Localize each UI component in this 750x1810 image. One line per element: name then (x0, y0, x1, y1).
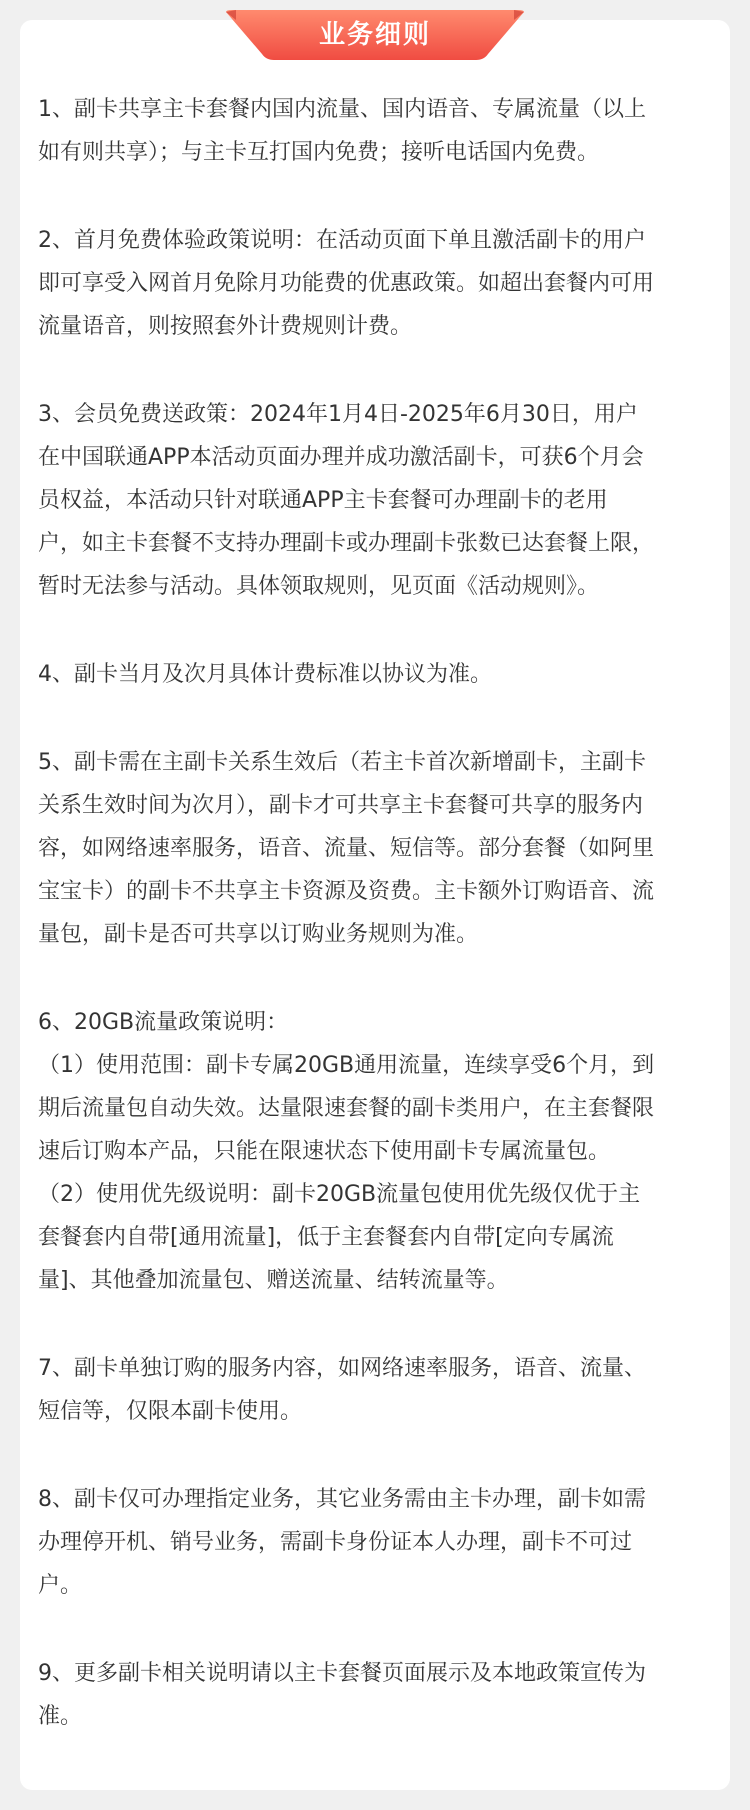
rule-text-line: 8、副卡仅可办理指定业务，其它业务需由主卡办理，副卡如需 (38, 1487, 646, 1512)
rule-item-4 (38, 653, 714, 696)
rule-text-line: 6、20GB流量政策说明： (38, 1010, 289, 1035)
rule-text-line: 关系生效时间为次月），副卡才可共享主卡套餐可共享的服务内 (38, 793, 644, 818)
section-title: 业务细则 (318, 20, 431, 50)
rules-list (38, 88, 714, 1783)
rule-text-line: 1、副卡共享主卡套餐内国内流量、国内语音、专属流量（以上 (38, 97, 646, 122)
rule-text-line: 即可享受入网首月免除月功能费的优惠政策。如超出套餐内可用 (38, 271, 655, 296)
rule-item-7 (38, 1347, 714, 1433)
rule-text-line: 量包，副卡是否可共享以订购业务规则为准。 (38, 922, 479, 947)
rule-text-line: 户，如主卡套餐不支持办理副卡或办理副卡张数已达套餐上限， (38, 531, 655, 556)
rule-text-line: 期后流量包自动失效。达量限速套餐的副卡类用户，在主套餐限 (38, 1096, 655, 1121)
rule-text-line: 宝宝卡）的副卡不共享主卡资源及资费。主卡额外订购语音、流 (38, 879, 655, 904)
rule-item-9 (38, 1652, 714, 1738)
rule-text-line: （1）使用范围：副卡专属20GB通用流量，连续享受6个月，到 (38, 1053, 655, 1078)
rule-text-line: 量]、其他叠加流量包、赠送流量、结转流量等。 (38, 1268, 509, 1293)
rule-item-2 (38, 219, 714, 348)
rule-text-line: 短信等，仅限本副卡使用。 (38, 1399, 303, 1424)
rule-item-8 (38, 1478, 714, 1607)
rule-text-line: 4、副卡当月及次月具体计费标准以协议为准。 (38, 662, 492, 687)
rule-text-line: 容，如网络速率服务，语音、流量、短信等。部分套餐（如阿里 (38, 836, 655, 861)
rule-text-line: 准。 (38, 1704, 83, 1729)
rule-text-line: 7、副卡单独订购的服务内容，如网络速率服务，语音、流量、 (38, 1356, 646, 1381)
rule-text-line: 2、首月免费体验政策说明：在活动页面下单且激活副卡的用户 (38, 228, 646, 253)
rule-item-6 (38, 1001, 714, 1302)
rule-text-line: 3、会员免费送政策：2024年1月4日-2025年6月30日，用户 (38, 402, 638, 427)
rule-text-line: 暂时无法参与活动。具体领取规则，见页面《活动规则》。 (38, 574, 600, 599)
rule-text-line: 套餐套内自带[通用流量]，低于主套餐套内自带[定向专属流 (38, 1225, 614, 1250)
rule-text-line: 速后订购本产品，只能在限速状态下使用副卡专属流量包。 (38, 1139, 611, 1164)
rule-text-line: 户。 (38, 1573, 83, 1598)
rule-text-line: （2）使用优先级说明：副卡20GB流量包使用优先级仅优于主 (38, 1182, 641, 1207)
section-title-banner (226, 10, 524, 60)
rule-text-line: 员权益，本活动只针对联通APP主卡套餐可办理副卡的老用 (38, 488, 608, 513)
rule-text-line: 如有则共享）；与主卡互打国内免费；接听电话国内免费。 (38, 140, 600, 165)
rule-text-line: 流量语音，则按照套外计费规则计费。 (38, 314, 413, 339)
rule-text-line: 在中国联通APP本活动页面办理并成功激活副卡，可获6个月会 (38, 445, 644, 470)
rule-text-line: 办理停开机、销号业务，需副卡身份证本人办理，副卡不可过 (38, 1530, 633, 1555)
rule-item-5 (38, 741, 714, 956)
rule-text-line: 9、更多副卡相关说明请以主卡套餐页面展示及本地政策宣传为 (38, 1661, 646, 1686)
rule-item-1 (38, 88, 714, 174)
rule-item-3 (38, 393, 714, 608)
rule-text-line: 5、副卡需在主副卡关系生效后（若主卡首次新增副卡，主副卡 (38, 750, 646, 775)
